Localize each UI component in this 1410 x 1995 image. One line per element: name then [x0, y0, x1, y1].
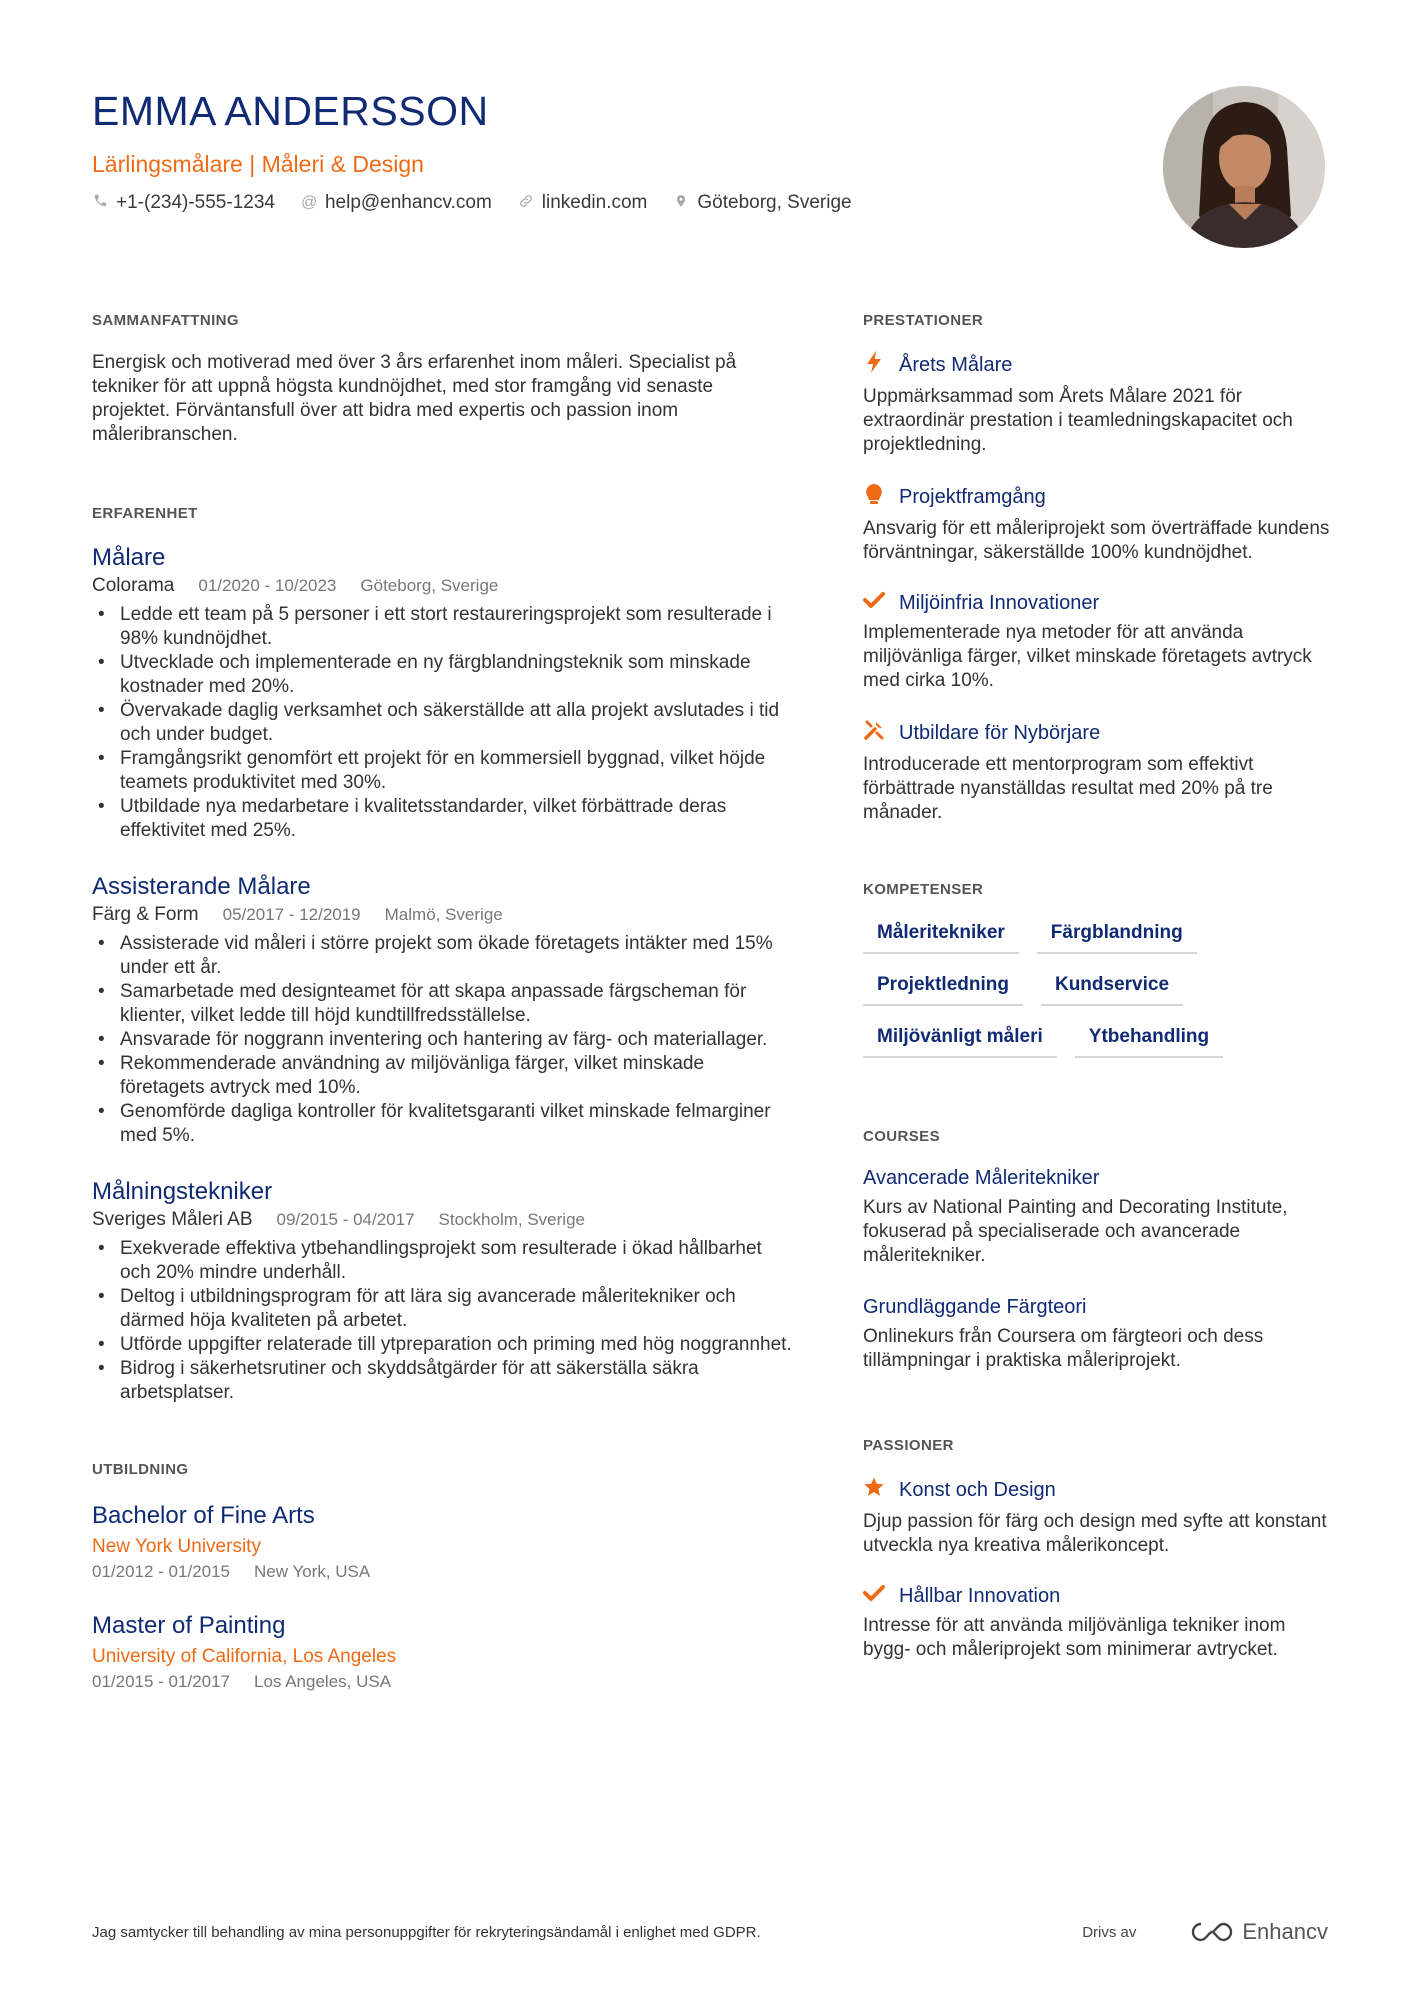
- job-meta: [92, 1209, 792, 1231]
- edu-dates: 01/2012 - 01/2015: [92, 1562, 231, 1581]
- achievement-item: [863, 719, 1333, 825]
- job-location: Malmö, Sverige: [384, 905, 503, 924]
- candidate-headline: Lärlingsmålare | Måleri & Design: [92, 151, 424, 177]
- skill-tag: Projektledning: [863, 974, 1023, 1006]
- job-bullet: • Ansvarade för noggrann inventering och hantering av färg- och materiallager.: [92, 1028, 792, 1052]
- passion-title: Hållbar Innovation: [899, 1584, 1061, 1607]
- job-entry: [92, 544, 792, 843]
- powered-by-label: Drivs av: [1082, 1923, 1137, 1941]
- achievement-head: [863, 483, 1333, 511]
- job-bullets: [92, 932, 792, 1148]
- edu-school: New York University: [92, 1536, 261, 1557]
- job-title: Målningstekniker: [92, 1178, 273, 1205]
- job-bullets: [92, 603, 792, 843]
- profile-photo: [1163, 86, 1325, 248]
- passion-head: [863, 1476, 1333, 1504]
- check-icon: [863, 591, 885, 615]
- passion-text: Intresse för att använda miljövänliga tekniker inom bygg- och måleriprojekt som minimerar avtrycket.: [863, 1615, 1286, 1660]
- job-company: Färg & Form: [92, 904, 199, 925]
- footer: [92, 1919, 1328, 1945]
- edu-degree: Master of Painting: [92, 1612, 286, 1639]
- course-title: Grundläggande Färgteori: [863, 1296, 1087, 1318]
- skill-tag: Måleritekniker: [863, 922, 1019, 954]
- job-title: Assisterande Målare: [92, 873, 311, 900]
- experience-title: ERFARENHET: [92, 505, 198, 522]
- job-location: Stockholm, Sverige: [438, 1210, 585, 1229]
- job-location: Göteborg, Sverige: [360, 576, 499, 595]
- edu-meta: [92, 1672, 792, 1692]
- job-bullet: • Ledde ett team på 5 personer i ett stort restaureringsprojekt som resulterade i 98% kundnöjdhet.: [92, 603, 792, 651]
- achievement-item: [863, 591, 1333, 693]
- email-text[interactable]: help@enhancv.com: [324, 192, 492, 213]
- passion-head: [863, 1584, 1333, 1608]
- job-bullet: • Utförde uppgifter relaterade till ytpreparation och priming med hög noggrannhet.: [92, 1333, 792, 1357]
- job-bullet: • Samarbetade med designteamet för att skapa anpassade färgscheman för klienter, vilket ledde till höjd kundtillfredsställelse.: [92, 980, 792, 1028]
- course-text: Kurs av National Painting and Decorating Institute, fokuserad på specialiserade och avancerade måleritekniker.: [863, 1197, 1288, 1266]
- course-item: [863, 1167, 1333, 1268]
- education-title: UTBILDNING: [92, 1461, 189, 1478]
- brand-logo[interactable]: [1190, 1919, 1328, 1945]
- summary-text: Energisk och motiverad med över 3 års erfarenhet inom måleri. Specialist på tekniker för att uppnå högsta kundnöjdhet, med stor framgång vid senaste projektet. Förväntansfull över att bidra med expertis och passion inom måleribranschen.: [92, 352, 737, 445]
- passions-section: [863, 1437, 1333, 1662]
- check-icon: [863, 1584, 885, 1608]
- job-company: Sveriges Måleri AB: [92, 1209, 253, 1230]
- tools-icon: [863, 719, 885, 747]
- experience-section: [92, 505, 792, 1405]
- job-meta: [92, 575, 792, 597]
- phone-icon: [92, 193, 108, 213]
- education-entry: [92, 1612, 792, 1692]
- course-text: Onlinekurs från Coursera om färgteori och dess tillämpningar i praktiska måleriprojekt.: [863, 1326, 1264, 1371]
- job-entry: [92, 1178, 792, 1405]
- edu-school: University of California, Los Angeles: [92, 1646, 397, 1667]
- star-icon: [863, 1476, 885, 1504]
- courses-title: COURSES: [863, 1128, 940, 1145]
- job-entry: [92, 873, 792, 1148]
- achievement-item: [863, 351, 1333, 457]
- edu-location: New York, USA: [254, 1562, 371, 1581]
- lightbulb-icon: [863, 483, 885, 511]
- enhancv-logo-icon: [1190, 1921, 1234, 1943]
- edu-degree: Bachelor of Fine Arts: [92, 1502, 315, 1529]
- passion-text: Djup passion för färg och design med syfte att konstant utveckla nya kreativa målerikoncept.: [863, 1511, 1327, 1556]
- achievement-head: [863, 351, 1333, 379]
- achievement-title: Årets Målare: [899, 353, 1013, 376]
- location-text: Göteborg, Sverige: [697, 192, 852, 213]
- lightning-icon: [863, 351, 885, 379]
- edu-meta: [92, 1562, 792, 1582]
- achievement-text: Implementerade nya metoder för att använda miljövänliga färger, vilket minskade företagets avtryck med cirka 10%.: [863, 622, 1312, 691]
- job-company: Colorama: [92, 575, 175, 596]
- job-bullet: • Exekverade effektiva ytbehandlingsprojekt som resulterade i ökad hållbarhet och 20% mindre underhåll.: [92, 1237, 792, 1285]
- left-column: [92, 312, 792, 1692]
- job-meta: [92, 904, 792, 926]
- job-bullet: • Utbildade nya medarbetare i kvalitetsstandarder, vilket förbättrade deras effektivitet med 25%.: [92, 795, 792, 843]
- courses-section: [863, 1128, 1333, 1373]
- location-pin-icon: [673, 193, 689, 214]
- skill-tag: Miljövänligt måleri: [863, 1026, 1057, 1058]
- job-dates: 09/2015 - 04/2017: [276, 1210, 415, 1229]
- job-bullet: • Rekommenderade användning av miljövänliga färger, vilket minskade företagets avtryck med 10%.: [92, 1052, 792, 1100]
- job-bullets: [92, 1237, 792, 1405]
- contact-location: [673, 192, 851, 214]
- skills-section: [863, 881, 1333, 1058]
- contact-phone: [92, 192, 275, 214]
- education-entry: [92, 1502, 792, 1582]
- course-title: Avancerade Måleritekniker: [863, 1167, 1100, 1189]
- course-item: [863, 1296, 1333, 1373]
- achievement-title: Miljöinfria Innovationer: [899, 591, 1100, 614]
- job-bullet: • Övervakade daglig verksamhet och säkerställde att alla projekt avslutades i tid och under budget.: [92, 699, 792, 747]
- contact-email: [301, 192, 492, 214]
- skill-tag: Färgblandning: [1037, 922, 1197, 954]
- contact-linkedin: [518, 192, 648, 214]
- edu-location: Los Angeles, USA: [254, 1672, 392, 1691]
- achievement-head: [863, 719, 1333, 747]
- job-bullet: • Deltog i utbildningsprogram för att lära sig avancerade måleritekniker och därmed höja kvaliteten på arbetet.: [92, 1285, 792, 1333]
- job-dates: 05/2017 - 12/2019: [222, 905, 361, 924]
- job-bullet: • Framgångsrikt genomfört ett projekt för en kommersiell byggnad, vilket höjde teamets produktivitet med 30%.: [92, 747, 792, 795]
- resume-header: [92, 88, 1152, 214]
- achievement-text: Uppmärksammad som Årets Målare 2021 för extraordinär prestation i teamledningskapacitet och projektledning.: [863, 386, 1293, 455]
- job-bullet: • Bidrog i säkerhetsrutiner och skyddsåtgärder för att säkerställa säkra arbetsplatser.: [92, 1357, 792, 1405]
- passions-title: PASSIONER: [863, 1437, 954, 1454]
- summary-title: SAMMANFATTNING: [92, 312, 239, 329]
- passion-item: [863, 1584, 1333, 1662]
- achievement-head: [863, 591, 1333, 615]
- skill-tag: Ytbehandling: [1075, 1026, 1223, 1058]
- phone-text[interactable]: +1-(234)-555-1234: [116, 192, 275, 213]
- job-title: Målare: [92, 544, 166, 571]
- achievement-title: Utbildare för Nybörjare: [899, 721, 1101, 744]
- passion-item: [863, 1476, 1333, 1558]
- achievement-text: Introducerade ett mentorprogram som effektivt förbättrade nyanställdas resultat med 20% på tre månader.: [863, 754, 1273, 823]
- education-section: [92, 1461, 792, 1692]
- contact-list: [92, 192, 1152, 214]
- achievement-title: Projektframgång: [899, 485, 1046, 508]
- skill-tag: Kundservice: [1041, 974, 1183, 1006]
- candidate-name: EMMA ANDERSSON: [92, 88, 489, 134]
- linkedin-text[interactable]: linkedin.com: [541, 192, 648, 213]
- right-column: [863, 312, 1333, 1662]
- job-bullet: • Assisterade vid måleri i större projekt som ökade företagets intäkter med 15% under ett år.: [92, 932, 792, 980]
- achievements-section: [863, 312, 1333, 825]
- at-icon: @: [300, 194, 318, 211]
- link-icon: [518, 193, 534, 214]
- brand-name: Enhancv: [1242, 1919, 1328, 1944]
- achievement-text: Ansvarig för ett måleriprojekt som överträffade kundens förväntningar, säkerställde 100% kundnöjdhet.: [863, 518, 1330, 563]
- job-dates: 01/2020 - 10/2023: [198, 576, 337, 595]
- achievements-title: PRESTATIONER: [863, 312, 984, 329]
- job-bullet: • Genomförde dagliga kontroller för kvalitetsgaranti vilket minskade felmarginer med 5%.: [92, 1100, 792, 1148]
- summary-section: [92, 312, 792, 447]
- edu-dates: 01/2015 - 01/2017: [92, 1672, 231, 1691]
- job-bullet: • Utvecklade och implementerade en ny färgblandningsteknik som minskade kostnader med 20%.: [92, 651, 792, 699]
- skills-title: KOMPETENSER: [863, 881, 984, 898]
- gdpr-consent: Jag samtycker till behandling av mina personuppgifter för rekryteringsändamål i enlighet med GDPR.: [92, 1923, 761, 1941]
- passion-title: Konst och Design: [899, 1478, 1056, 1501]
- skills-list: [863, 922, 1283, 1058]
- achievement-item: [863, 483, 1333, 565]
